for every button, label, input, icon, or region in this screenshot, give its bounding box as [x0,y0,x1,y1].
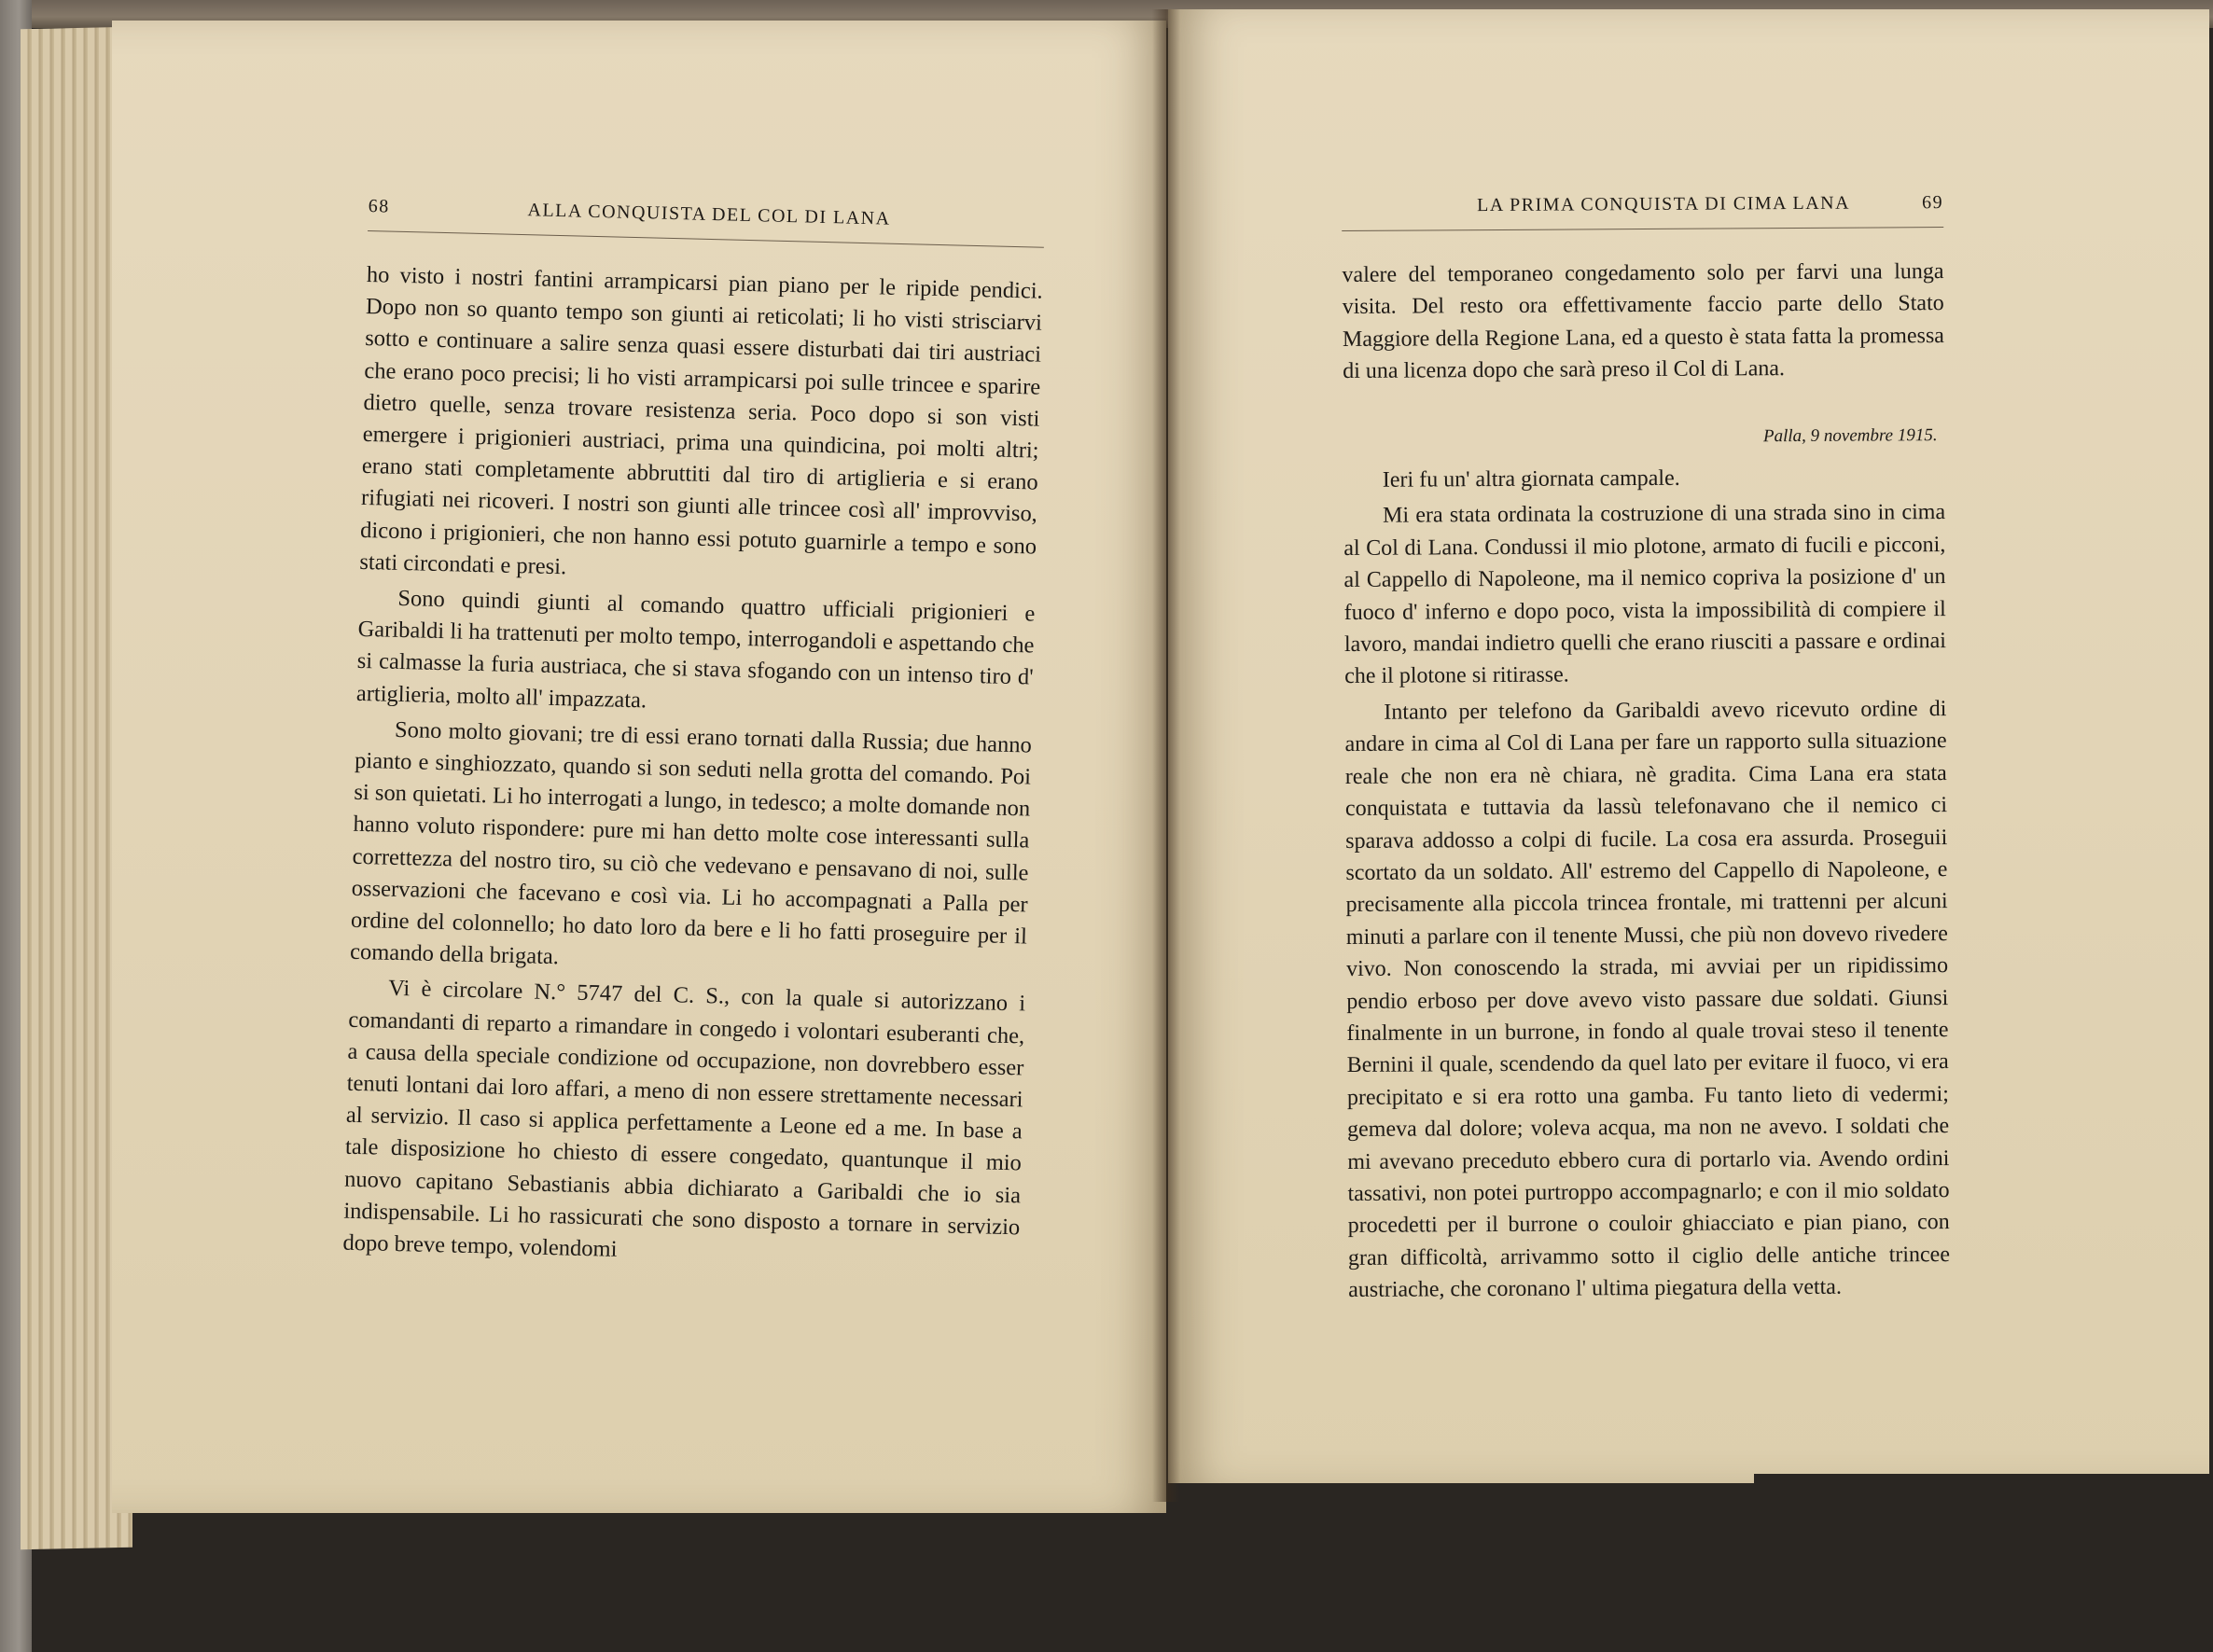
right-opening-paragraph: valere del temporaneo congedamento solo per farvi una lunga visita. Del resto ora effettivamente faccio parte dello Stato Maggiore della Regione Lana, ed a questo è stata fatta la promessa di una licenza dopo che sarà preso il Col di Lana. [1342,259,1945,384]
left-header-rule [368,230,1044,248]
left-page-body [342,259,1043,1276]
left-paragraph: ho visto i nostri fantini arrampicarsi pian piano per le ripide pendici. Dopo non so quanto tempo son giunti ai reticolati; li ho visti strisciarvi sotto e continuare a salire senza quasi essere disturbati dai tiri austriaci che erano poco precisi; li ho visti arrampicarsi poi sulle trincee e sparire dietro quelle, senza trovare resistenza seria. Poco dopo si son visti emergere i prigionieri austriaci, prima una quindicina, poi molti altri; erano stati completamente abbruttiti dal tiro di artiglieria e si erano rifugiati nei ricoveri. I nostri son giunti alle trincee così all' improvviso, dicono i prigionieri, che non hanno essi potuto guarnirle a tempo e sono stati circondati e presi. [359,261,1044,580]
left-page-content [342,196,1045,1280]
right-paragraph: Ieri fu un' altra giornata campale. [1382,465,1680,493]
torn-corner [1754,1474,2213,1652]
right-paragraph: Mi era stata ordinata la costruzione di una strada sino in cima al Col di Lana. Condussi il mio plotone, armato di fucili e picconi, al Cappello di Napoleone, ma il nemico copriva la posizione d' un fuoco d' inferno e dopo poco, vista la impossibilità di compiere il lavoro, mandai indietro quelli che erano riusciti a passare e ordinai che il plotone si ritirasse. [1343,500,1947,689]
right-running-head-title: LA PRIMA CONQUISTA DI CIMA LANA [1476,192,1851,216]
right-running-header [1342,192,1943,217]
right-header-rule [1342,227,1943,231]
right-page-body [1342,256,1950,1307]
left-page-number: 68 [368,196,390,217]
dateline: Palla, 9 novembre 1915. [1762,424,1938,446]
right-paragraph: Intanto per telefono da Garibaldi avevo ricevuto ordine di andare in cima al Col di Lana per fare un rapporto sulla situazione reale che non era nè chiara, nè gradita. Cima Lana era stata conquistata e tuttavia da lassù telefonavano che il nemico ci sparava addosso a colpi di fucile. La cosa era assurda. Proseguii scortato da un soldato. All' estremo del Cappello di Napoleone, e precisamente alla piccola trincea frontale, mi trattenni per alcuni minuti a parlare con il tenente Mussi, che più non dovevo rivedere vivo. Non conoscendo la strada, mi avviai per un ripidissimo pendio erboso per dove avevo visto passare due soldati. Giunsi finalmente in un burrone, in fondo al quale trovai steso il tenente Bernini il quale, scendendo da quel lato per evitare il fuoco, vi era precipitato e si era rotto una gamba. Fu tanto lieto di vedermi; gemeva dal dolore; voleva acqua, ma non ne avevo. I soldati che mi avevano preceduto ebbero cura di portarlo via. Avendo ordini tassativi, non potei purtroppo accompagnarlo; e con il mio soldato procedetti per il burrone o couloir ghiacciato e pian piano, con gran difficoltà, arrivammo sotto il ciglio delle antiche trincee austriache, che coronano l' ultima piegatura della vetta. [1344,696,1951,1303]
right-page-number: 69 [1921,192,1944,214]
left-paragraph: Vi è circolare N.° 5747 del C. S., con la quale si autorizzano i comandanti di reparto a rimandare in congedo i volontari esuberanti che, a causa della speciale condizione od occupazione, non dovrebbero esser tenuti lontani dai loro affari, a meno di non essere strettamente necessari al servizio. Il caso si applica perfettamente a Leone ed a me. In base a tale disposizione ho chiesto di essere congedato, quantunque il mio nuovo capitano Sebastianis abbia dichiarato a Garibaldi che io sia indispensabile. Li ho rassicurati che sono disposto a tornare in servizio dopo breve tempo, volendomi [342,976,1026,1262]
book-gutter [1152,9,1180,1502]
left-paragraph: Sono quindi giunti al comando quattro ufficiali prigionieri e Garibaldi li ha trattenuti per molto tempo, interrogandoli e aspettando che si calmasse la furia austriaca, che si stava sfogando con un intenso tiro d' artiglieria, molto all' impazzata. [355,585,1036,714]
right-page-content [1342,192,1950,1311]
left-paragraph: Sono molto giovani; tre di essi erano tornati dalla Russia; due hanno pianto e singhiozzato, quando si son seduti nella grotta del comando. Poi si son quietati. Li ho interrogati a lungo, in tedesco; a molte domande non hanno voluto rispondere: pure mi han detto molte cose interessanti sulla correttezza del nostro tiro, su ciò che vedevano e pensavano di noi, sulle osservazioni che facevano e così via. Li ho accompagnati a Palla per ordine del colonnello; ho dato loro da bere e li ho fatti proseguire per il comando della brigata. [349,716,1033,970]
left-running-head-title: ALLA CONQUISTA DEL COL DI LANA [527,200,891,229]
